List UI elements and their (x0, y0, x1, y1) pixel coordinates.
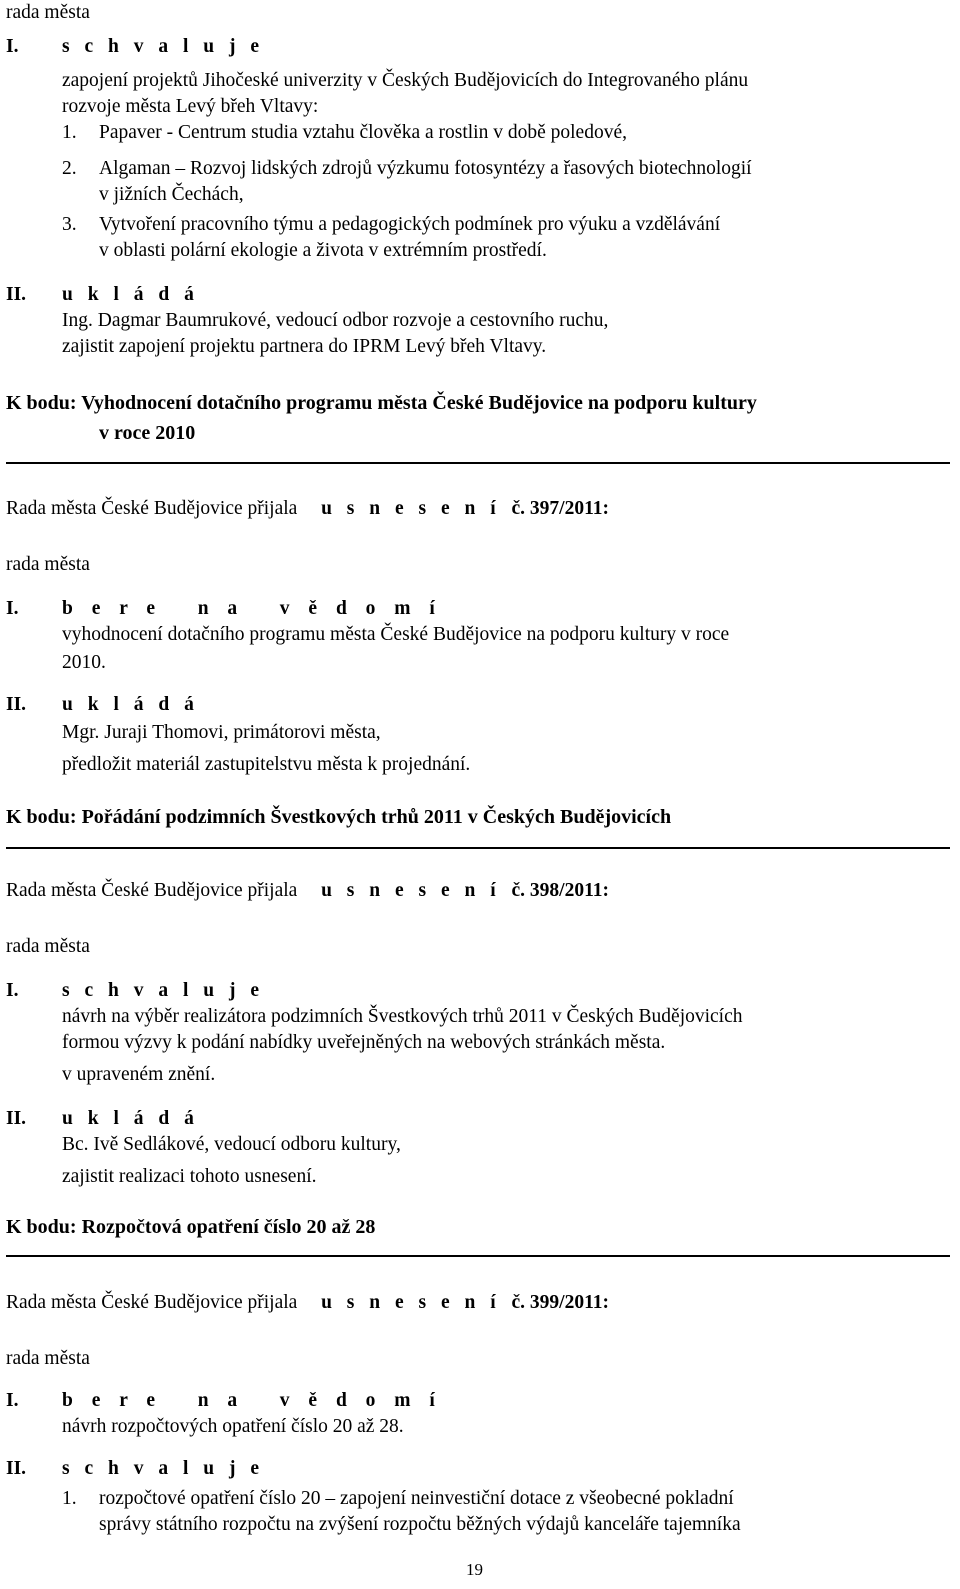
resolution-prefix: Rada města České Budějovice přijala (6, 880, 298, 901)
page-number: 19 (466, 1560, 483, 1579)
point-i-text: návrh rozpočtových opatření číslo 20 až 28. (62, 1416, 404, 1437)
point-i-verb: s c h v a l u j e (62, 980, 264, 1001)
section-heading: K bodu: Pořádání podzimních Švestkových trhů 2011 v Českých Budějovicích (6, 806, 672, 828)
point-i-text: vyhodnocení dotačního programu města České Budějovice na podporu kultury v roce (62, 624, 730, 645)
point-i-verb: b e r e n a v ě d o m í (62, 598, 442, 619)
point-i-text: zapojení projektů Jihočeské univerzity v Českých Budějovicích do Integrovaného plánu (62, 70, 749, 91)
list-item-number: 1. (62, 122, 77, 143)
list-item-number: 3. (62, 214, 77, 235)
point-i-label: I. (6, 36, 19, 57)
point-i-text: formou výzvy k podání nabídky uveřejněných na webových stránkách města. (62, 1032, 666, 1053)
list-item-text: správy státního rozpočtu na zvýšení rozpočtu běžných výdajů kanceláře tajemníka (99, 1514, 741, 1535)
rada-label: rada města (6, 936, 90, 957)
point-i-label: I. (6, 1390, 19, 1411)
resolution-number: č. 398/2011: (511, 880, 610, 901)
resolution-line (6, 496, 609, 522)
horizontal-rule (6, 847, 950, 849)
section-heading: K bodu: Rozpočtová opatření číslo 20 až 28 (6, 1216, 376, 1238)
resolution-prefix: Rada města České Budějovice přijala (6, 1292, 298, 1313)
point-ii-label: II. (6, 694, 27, 715)
list-item-text: Vytvoření pracovního týmu a pedagogických podmínek pro výuku a vzdělávání (99, 214, 721, 235)
resolution-word: u s n e s e n í (321, 498, 501, 519)
point-ii-verb: u k l á d á (62, 1108, 199, 1129)
resolution-number: č. 397/2011: (511, 498, 610, 519)
point-ii-verb: u k l á d á (62, 694, 199, 715)
point-ii-text: Bc. Ivě Sedlákové, vedoucí odboru kultury, (62, 1134, 401, 1155)
list-item-number: 1. (62, 1488, 77, 1509)
resolution-line (6, 1290, 609, 1316)
point-ii-verb: s c h v a l u j e (62, 1458, 264, 1479)
list-item-text: Papaver - Centrum studia vztahu člověka a rostlin v době poledové, (99, 122, 627, 143)
list-item-text: rozpočtové opatření číslo 20 – zapojení neinvestiční dotace z všeobecné pokladní (99, 1488, 734, 1509)
point-ii-text: Mgr. Juraji Thomovi, primátorovi města, (62, 722, 381, 743)
point-i-text: v upraveném znění. (62, 1064, 216, 1085)
rada-label: rada města (6, 2, 90, 23)
point-ii-label: II. (6, 1458, 27, 1479)
horizontal-rule (6, 1255, 950, 1257)
point-ii-label: II. (6, 1108, 27, 1129)
list-item-text: Algaman – Rozvoj lidských zdrojů výzkumu fotosyntézy a řasových biotechnologií (99, 158, 752, 179)
point-ii-text: zajistit zapojení projektu partnera do IPRM Levý břeh Vltavy. (62, 336, 547, 357)
resolution-word: u s n e s e n í (321, 880, 501, 901)
section-heading: v roce 2010 (99, 422, 196, 444)
point-i-text: 2010. (62, 652, 106, 673)
point-i-label: I. (6, 980, 19, 1001)
list-item-text: v oblasti polární ekologie a života v extrémním prostředí. (99, 240, 547, 261)
point-ii-text: zajistit realizaci tohoto usnesení. (62, 1166, 317, 1187)
section-heading: K bodu: Vyhodnocení dotačního programu města České Budějovice na podporu kultury (6, 392, 757, 414)
resolution-prefix: Rada města České Budějovice přijala (6, 498, 298, 519)
rada-label: rada města (6, 554, 90, 575)
point-ii-text: předložit materiál zastupitelstvu města k projednání. (62, 754, 471, 775)
point-i-text: návrh na výběr realizátora podzimních Švestkových trhů 2011 v Českých Budějovicích (62, 1006, 743, 1027)
resolution-line (6, 878, 609, 904)
rada-label: rada města (6, 1348, 90, 1369)
list-item-number: 2. (62, 158, 77, 179)
horizontal-rule (6, 462, 950, 464)
point-ii-verb: u k l á d á (62, 284, 199, 305)
point-i-label: I. (6, 598, 19, 619)
point-i-text: rozvoje města Levý břeh Vltavy: (62, 96, 319, 117)
list-item-text: v jižních Čechách, (99, 184, 244, 205)
point-i-verb: s c h v a l u j e (62, 36, 264, 57)
point-ii-label: II. (6, 284, 27, 305)
resolution-number: č. 399/2011: (511, 1292, 610, 1313)
point-i-verb: b e r e n a v ě d o m í (62, 1390, 442, 1411)
resolution-word: u s n e s e n í (321, 1292, 501, 1313)
point-ii-text: Ing. Dagmar Baumrukové, vedoucí odbor rozvoje a cestovního ruchu, (62, 310, 609, 331)
